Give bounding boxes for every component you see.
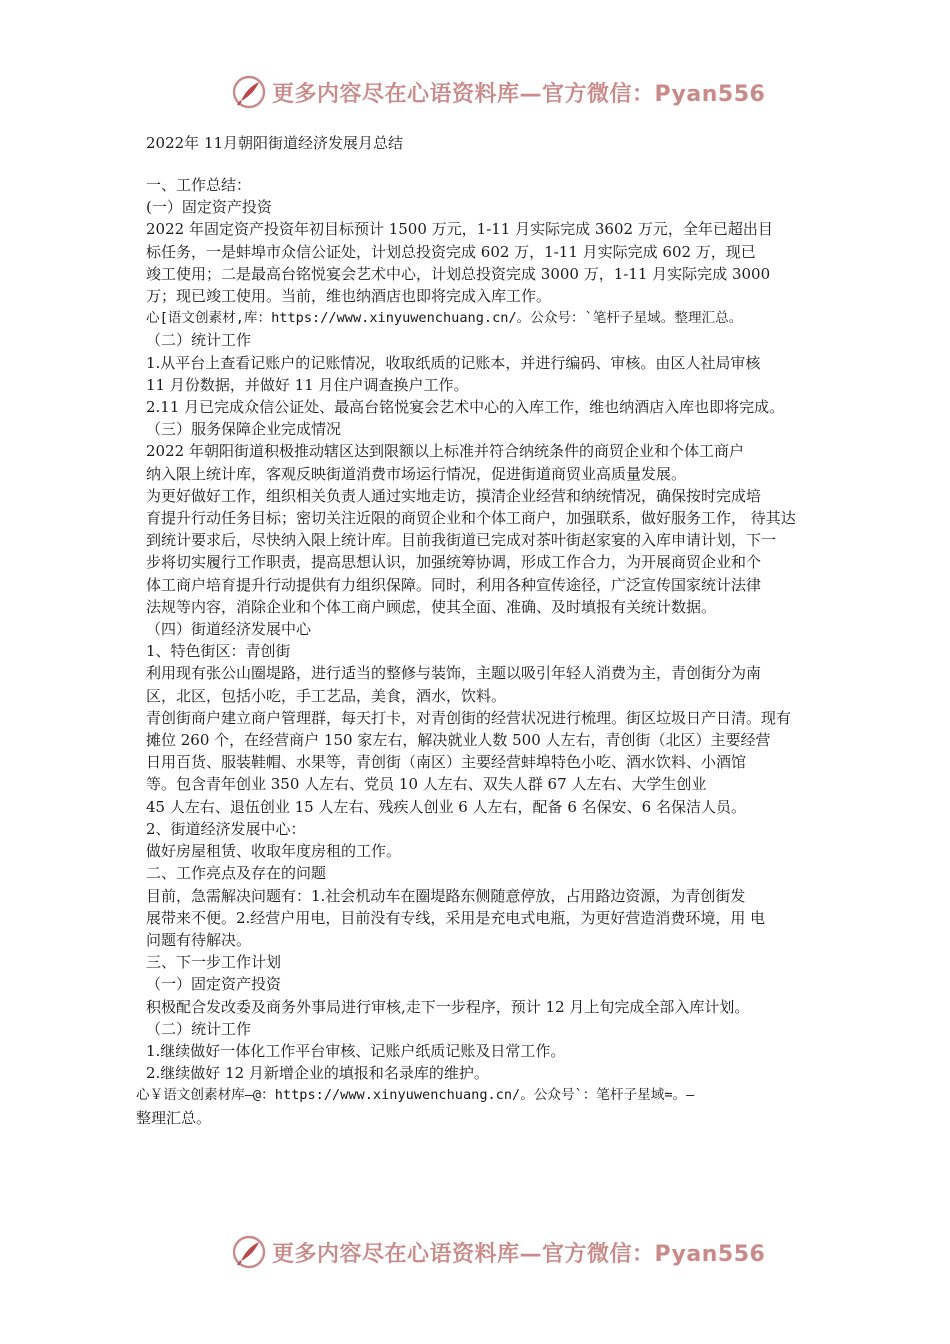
paragraph-line: 45 人左右、退伍创业 15 人左右、残疾人创业 6 人左右，配备 6 名保安、6 名保洁人员。	[146, 797, 746, 816]
paragraph-line: 等。包含青年创业 350 人左右、党员 10 人左右、双失人群 67 人左右、大学生创业	[146, 775, 707, 794]
subsection-heading: 2、街道经济发展中心：	[146, 819, 306, 838]
paragraph-line: 步将切实履行工作职责，提高思想认识，加强统筹协调，形成工作合力，为开展商贸企业和个	[146, 553, 762, 572]
subsection-heading: 1、特色街区：青创街	[146, 642, 291, 661]
paragraph-line: 2.继续做好 12 月新增企业的填报和名录库的维护。	[146, 1064, 489, 1083]
feather-pen-logo-icon	[232, 1235, 266, 1269]
paragraph-line: 1.继续做好一体化工作平台审核、记账户纸质记账及日常工作。	[146, 1041, 566, 1060]
paragraph-line: 2.11 月已完成众信公证处、最高台铭悦宴会艺术中心的入库工作，维也纳酒店入库也即将完成。	[146, 398, 785, 417]
paragraph-line: 2022 年朝阳街道积极推动辖区达到限额以上标准并符合纳统条件的商贸企业和个体工商户	[146, 442, 744, 461]
paragraph-line: 标任务，一是蚌埠市众信公证处，计划总投资完成 602 万，1-11 月实际完成 602 万，现已	[146, 242, 756, 261]
subsection-heading: （二）统计工作	[146, 331, 252, 350]
paragraph-line: 做好房屋租赁、收取年度房租的工作。	[146, 842, 402, 861]
subsection-heading: （三）服务保障企业完成情况	[146, 420, 342, 439]
paragraph-line: 体工商户培育提升行动提供有力组织保障。同时，利用各种宣传途径，广泛宣传国家统计法律	[146, 575, 762, 594]
document-body	[136, 132, 818, 1129]
subsection-heading: （一）固定资产投资	[146, 975, 282, 994]
watermark-line: 心[语文创素材,库：https://www.xinyuwenchuang.cn/。公众号：`笔杆子星域。整理汇总。	[146, 310, 743, 327]
footer-banner	[0, 1232, 950, 1272]
paragraph-line: 万；现已竣工使用。当前，维也纳酒店也即将完成入库工作。	[146, 287, 552, 306]
paragraph-line: 利用现有张公山圈堤路，进行适当的整修与装饰，主题以吸引年轻人消费为主，青创街分为南	[146, 664, 762, 683]
document-title: 2022年 11月朝阳街道经济发展月总结	[146, 134, 404, 152]
banner-text: 更多内容尽在心语资料库—官方微信：Pyan556	[272, 81, 766, 107]
subsection-heading: （四）街道经济发展中心	[146, 620, 312, 639]
paragraph-line: 到统计要求后，尽快纳入限上统计库。目前我街道已完成对茶叶街赵家宴的入库申请计划，下一	[146, 531, 777, 550]
paragraph-line: 日用百货、服装鞋帽、水果等，青创街（南区）主要经营蚌埠特色小吃、酒水饮料、小酒馆	[146, 753, 747, 772]
paragraph-line: 2022 年固定资产投资年初目标预计 1500 万元，1-11 月实际完成 3602 万元，全年已超出目	[146, 220, 773, 239]
section-heading: 一、工作总结：	[146, 176, 252, 194]
paragraph-line: 竣工使用；二是最高台铭悦宴会艺术中心，计划总投资完成 3000 万，1-11 月实际完成 3000	[146, 264, 771, 283]
paragraph-line: 为更好做好工作，组织相关负责人通过实地走访，摸清企业经营和纳统情况，确保按时完成培	[146, 486, 762, 505]
paragraph-line: 区，北区，包括小吃，手工艺品，美食，酒水，饮料。	[146, 686, 507, 705]
paragraph-line: 纳入限上统计库，客观反映街道消费市场运行情况，促进街道商贸业高质量发展。	[146, 464, 687, 483]
paragraph-line: 1.从平台上查看记账户的记账情况，收取纸质的记账本，并进行编码、审核。由区人社局审核	[146, 353, 761, 372]
section-heading: 二、工作亮点及存在的问题	[146, 864, 327, 883]
paragraph-line: 展带来不便。2.经营户用电，目前没有专线，采用是充电式电瓶，为更好营造消费环境，用 电	[146, 908, 766, 927]
header-banner	[0, 72, 950, 112]
paragraph-line: 育提升行动任务目标；密切关注近限的商贸企业和个体工商户，加强联系，做好服务工作， 待其达	[146, 509, 796, 528]
paragraph-line: 11 月份数据，并做好 11 月住户调查换户工作。	[146, 375, 469, 394]
subsection-heading: (一）固定资产投资	[146, 198, 272, 217]
feather-pen-logo-icon	[232, 75, 266, 109]
watermark-line: 整理汇总。	[136, 1108, 212, 1127]
section-heading: 三、下一步工作计划	[146, 953, 282, 972]
paragraph-line: 目前，急需解决问题有：1.社会机动车在圈堤路东侧随意停放，占用路边资源，为青创街发	[146, 886, 746, 905]
paragraph-line: 青创街商户建立商户管理群，每天打卡，对青创街的经营状况进行梳理。街区垃圾日产日清。现有	[146, 708, 792, 727]
paragraph-line: 问题有待解决。	[146, 930, 252, 949]
subsection-heading: （二）统计工作	[146, 1019, 252, 1038]
watermark-line: 心￥语文创素材库—@：https://www.xinyuwenchuang.cn/。公众号`：笔杆子星域=。—	[136, 1087, 695, 1104]
paragraph-line: 摊位 260 个，在经营商户 150 家左右，解决就业人数 500 人左右，青创街（北区）主要经营	[146, 731, 771, 750]
paragraph-line: 法规等内容，消除企业和个体工商户顾虑，使其全面、准确、及时填报有关统计数据。	[146, 597, 717, 616]
banner-text: 更多内容尽在心语资料库—官方微信：Pyan556	[272, 1241, 766, 1267]
paragraph-line: 积极配合发改委及商务外事局进行审核,走下一步程序，预计 12 月上旬完成全部入库计划。	[146, 997, 750, 1016]
